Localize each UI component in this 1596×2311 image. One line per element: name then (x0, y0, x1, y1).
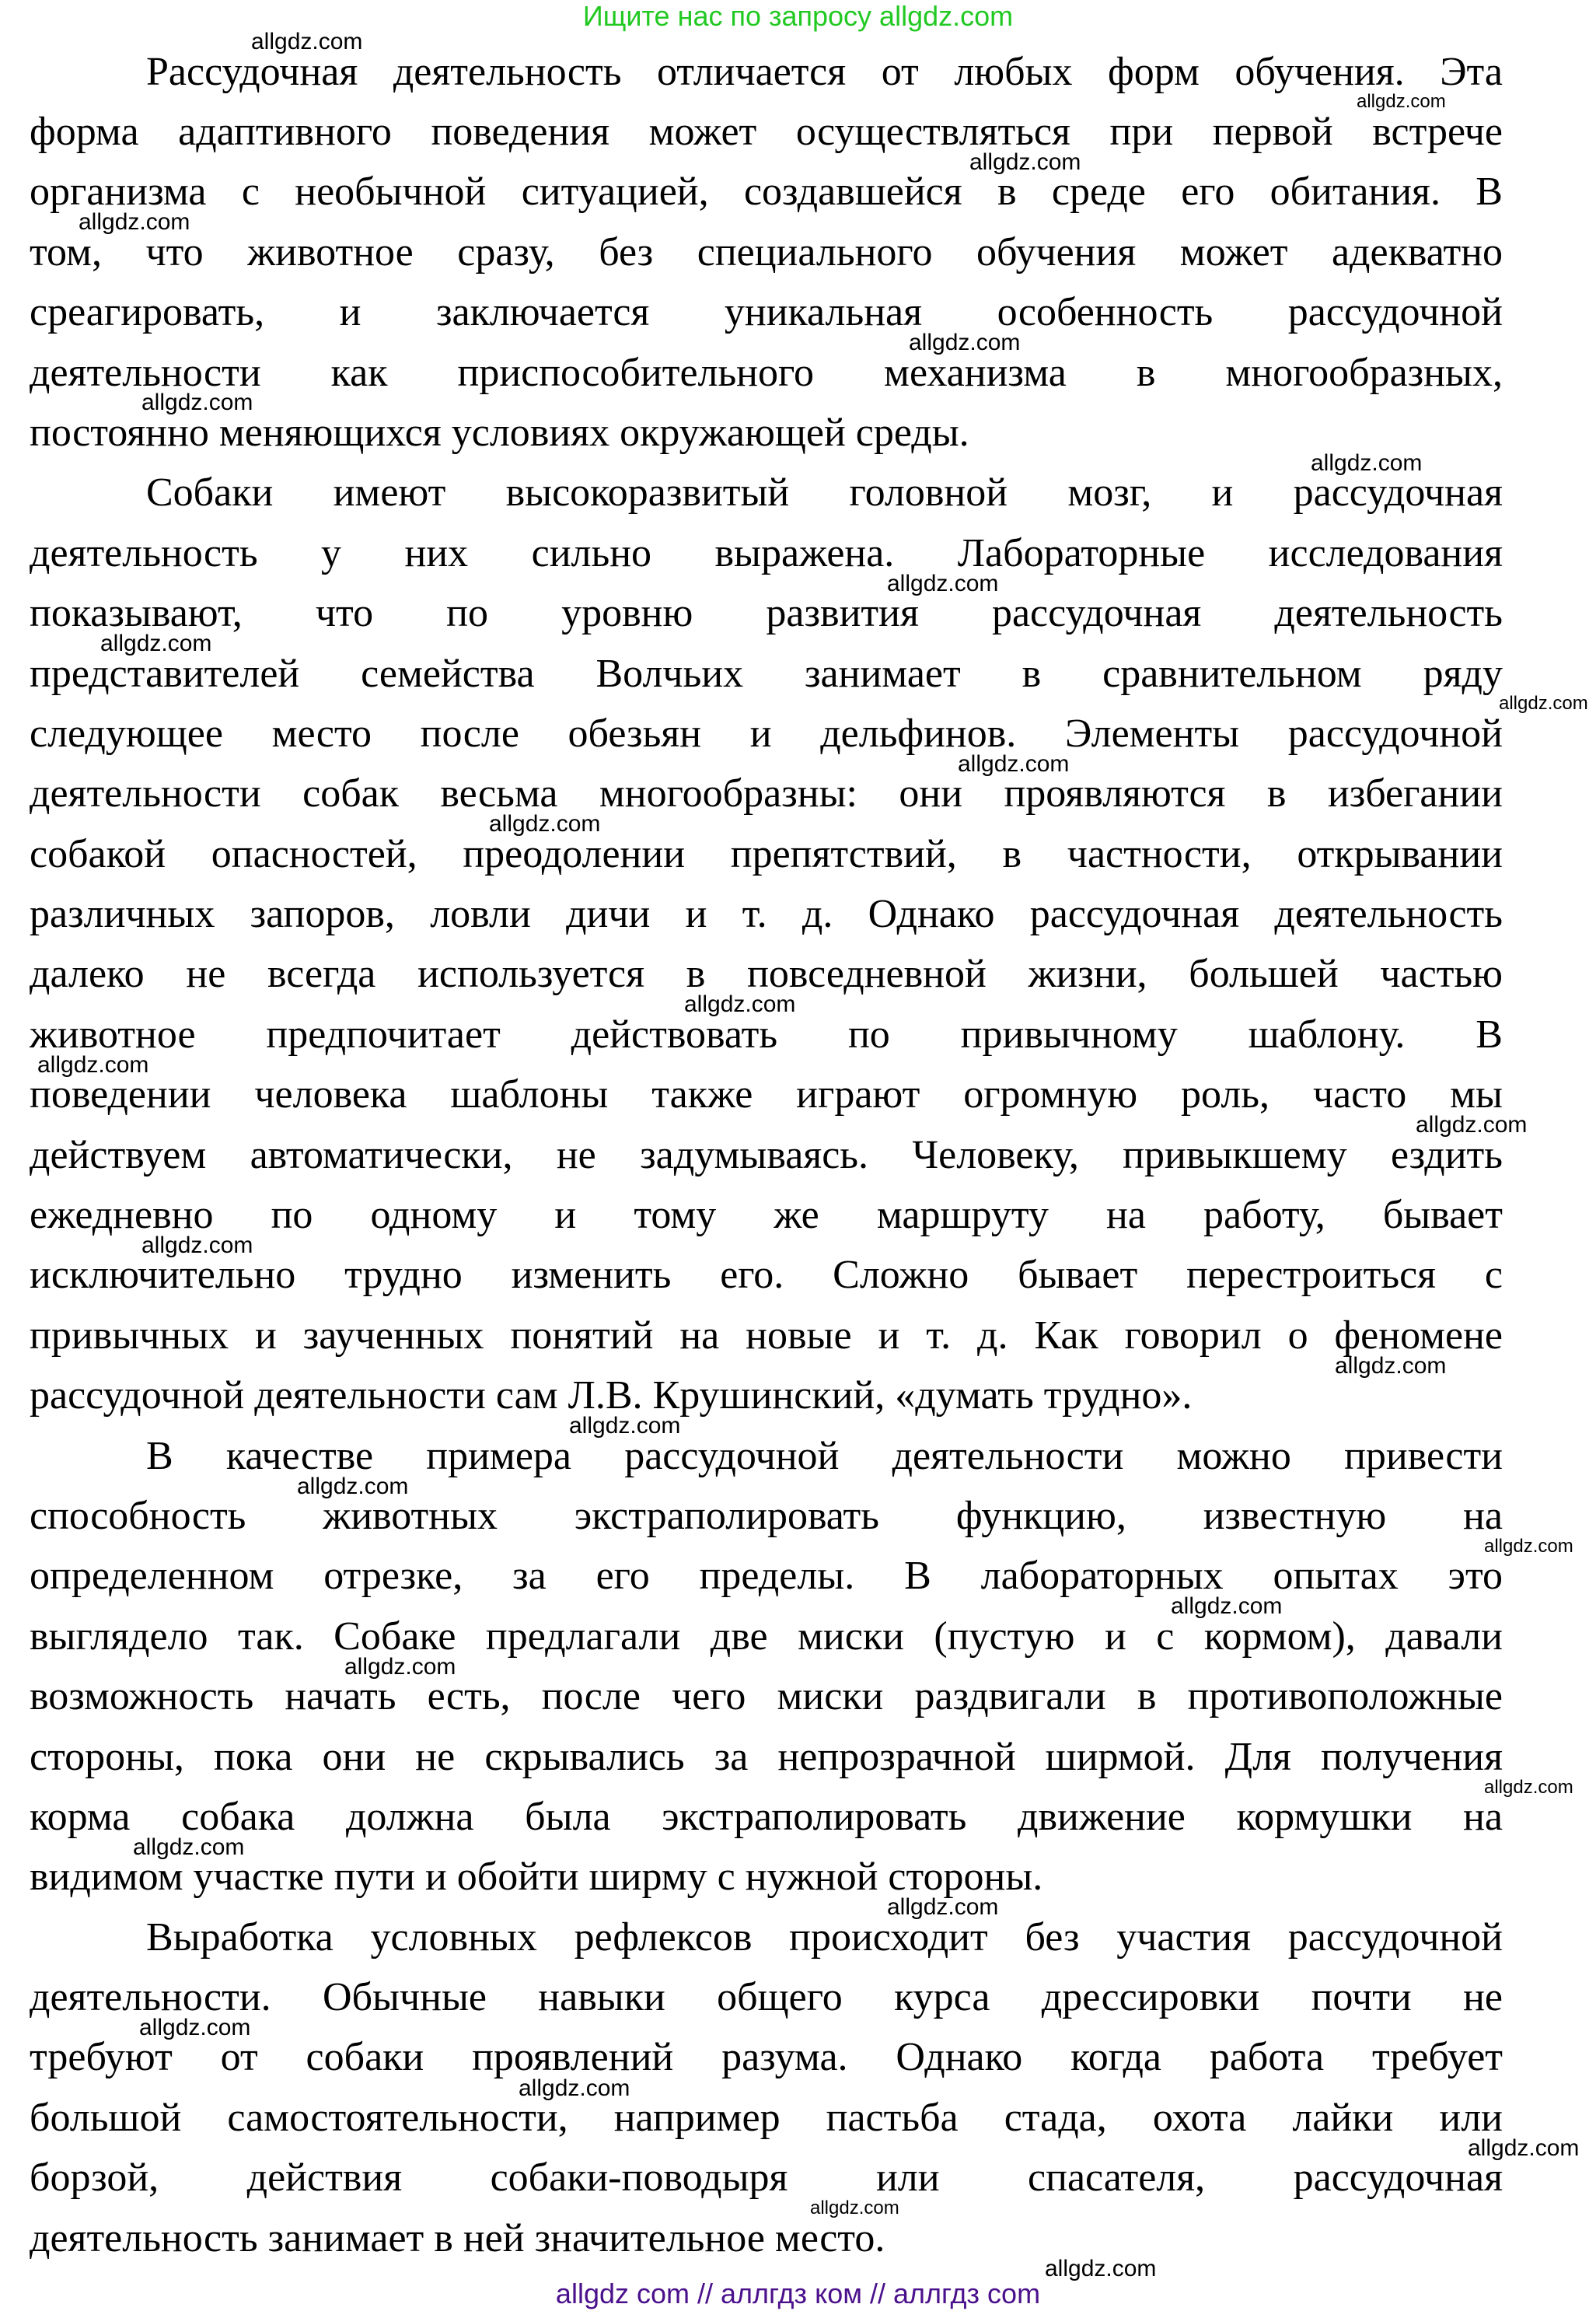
watermark-text: allgdz.com (297, 1473, 409, 1499)
text-line: возможность начать есть, после чего миски раздвигали в противоположные (30, 1674, 1503, 1719)
footer-links: allgdz com // аллгдз ком // аллгдз com (555, 2278, 1041, 2309)
text-line: привычных и заученных понятий на новые и т. д. Как говорил о феномене (30, 1313, 1503, 1358)
text-line: животное предпочитает действовать по привычному шаблону. В (30, 1012, 1503, 1057)
watermark-text: allgdz.com (569, 1413, 681, 1439)
text-line: требуют от собаки проявлений разума. Однако когда работа требует (30, 2035, 1503, 2080)
watermark-text: allgdz.com (519, 2075, 630, 2101)
text-line: большой самостоятельности, например пастьба стада, охота лайки или (30, 2095, 1503, 2140)
watermark-text: allgdz.com (1499, 693, 1588, 715)
text-line: далеко не всегда используется в повседневной жизни, большей частью (30, 952, 1503, 997)
text-line: следующее место после обезьян и дельфинов. Элементы рассудочной (30, 711, 1503, 756)
watermark-text: allgdz.com (141, 1232, 253, 1258)
watermark-text: allgdz.com (909, 329, 1021, 355)
watermark-text: allgdz.com (139, 2015, 251, 2041)
text-line: Собаки имеют высокоразвитый головной мозг, и рассудочная (146, 470, 1503, 516)
watermark-text: allgdz.com (1171, 1593, 1283, 1620)
watermark-text: allgdz.com (100, 630, 212, 656)
watermark-text: allgdz.com (344, 1653, 456, 1680)
text-line: Рассудочная деятельность отличается от любых форм обучения. Эта (146, 49, 1503, 94)
text-line: ежедневно по одному и тому же маршруту на работу, бывает (30, 1193, 1503, 1238)
watermark-text: allgdz.com (887, 1894, 999, 1921)
text-line: поведении человека шаблоны также играют огромную роль, часто мы (30, 1072, 1503, 1117)
text-line: видимом участке пути и обойти ширму с нужной стороны. (30, 1855, 1043, 1900)
text-line: деятельность у них сильно выражена. Лабораторные исследования (30, 530, 1503, 575)
watermark-text: allgdz.com (958, 750, 1070, 777)
watermark-text: allgdz.com (79, 209, 190, 236)
text-line: различных запоров, ловли дичи и т. д. Однако рассудочная деятельность (30, 892, 1503, 937)
text-line: исключительно трудно изменить его. Сложно бывает перестроиться с (30, 1253, 1503, 1298)
text-line: деятельности собак весьма многообразны: они проявляются в избегании (30, 771, 1503, 816)
watermark-text: allgdz.com (1484, 1535, 1573, 1557)
watermark-text: allgdz.com (887, 570, 999, 596)
watermark-text: allgdz.com (1468, 2134, 1580, 2161)
watermark-text: allgdz.com (684, 991, 796, 1018)
text-line: В качестве примера рассудочной деятельности можно привести (146, 1433, 1503, 1478)
text-line: постоянно меняющихся условиях окружающей среды. (30, 410, 969, 455)
watermark-text: allgdz.com (1416, 1112, 1528, 1138)
text-line: стороны, пока они не скрывались за непрозрачной ширмой. Для получения (30, 1734, 1503, 1779)
text-line: действуем автоматически, не задумываясь. Человеку, привыкшему ездить (30, 1132, 1503, 1177)
watermark-text: allgdz.com (810, 2197, 899, 2219)
search-banner: Ищите нас по запросу allgdz.com (582, 0, 1014, 32)
watermark-text: allgdz.com (133, 1834, 245, 1860)
watermark-text: allgdz.com (141, 390, 253, 416)
text-line: борзой, действия собаки-поводыря или спасателя, рассудочная (30, 2155, 1503, 2201)
text-line: деятельности как приспособительного механизма в многообразных, (30, 350, 1503, 395)
text-line: Выработка условных рефлексов происходит без участия рассудочной (146, 1914, 1503, 1960)
text-line: представителей семейства Волчьих занимает в сравнительном ряду (30, 651, 1503, 696)
text-line: деятельности. Обычные навыки общего курса дрессировки почти не (30, 1975, 1503, 2020)
text-line: деятельность занимает в ней значительное место. (30, 2215, 885, 2260)
watermark-text: allgdz.com (1335, 1352, 1447, 1379)
text-line: организма с необычной ситуацией, создавшейся в среде его обитания. В (30, 170, 1503, 215)
watermark-text: allgdz.com (489, 811, 601, 837)
document-body (30, 49, 1503, 2281)
watermark-text: allgdz.com (969, 149, 1081, 175)
text-line: среагировать, и заключается уникальная особенность рассудочной (30, 290, 1503, 335)
text-line: том, что животное сразу, без специального обучения может адекватно (30, 229, 1503, 274)
text-line: собакой опасностей, преодолении препятствий, в частности, открывании (30, 831, 1503, 876)
text-line: способность животных экстраполировать функцию, известную на (30, 1493, 1503, 1538)
text-line: рассудочной деятельности сам Л.В. Крушинский, «думать трудно». (30, 1373, 1193, 1418)
watermark-text: allgdz.com (1045, 2255, 1157, 2281)
watermark-text: allgdz.com (1357, 91, 1446, 113)
watermark-text: allgdz.com (1311, 449, 1423, 476)
text-line: определенном отрезке, за его пределы. В лабораторных опытах это (30, 1554, 1503, 1599)
watermark-text: allgdz.com (37, 1051, 149, 1078)
text-line: показывают, что по уровню развития рассудочная деятельность (30, 591, 1503, 636)
watermark-text: allgdz.com (1484, 1776, 1573, 1798)
watermark-text: allgdz.com (251, 28, 363, 54)
text-line: корма собака должна была экстраполировать движение кормушки на (30, 1794, 1503, 1839)
text-line: выглядело так. Собаке предлагали две миски (пустую и с кормом), давали (30, 1614, 1503, 1659)
text-line: форма адаптивного поведения может осуществляться при первой встрече (30, 109, 1503, 154)
